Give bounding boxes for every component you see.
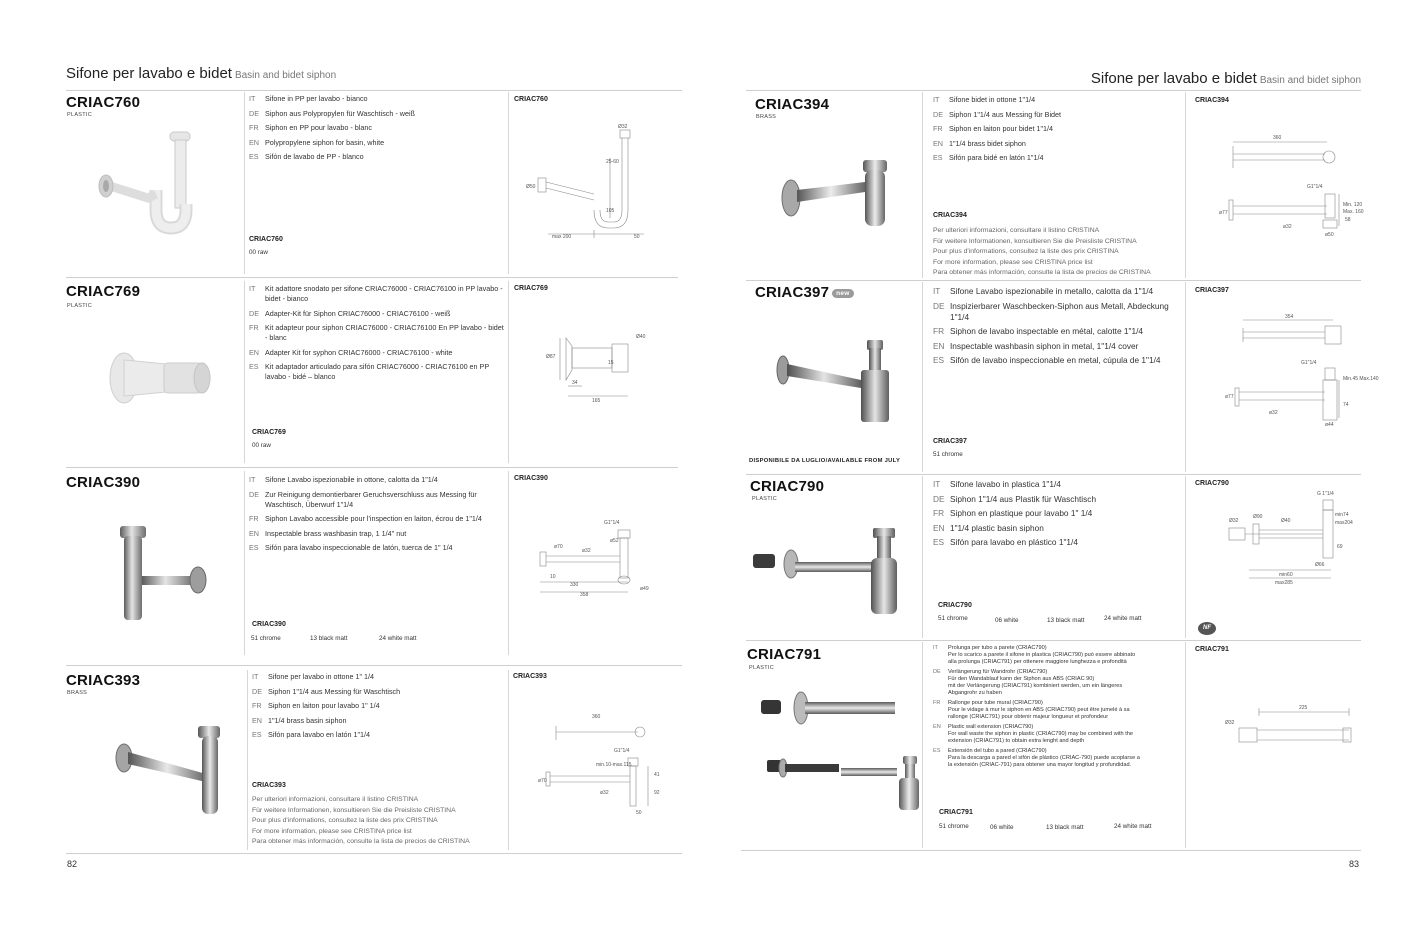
price-list-info: Per ulteriori informazioni, consultare il listino CRISTINA Für weitere Informationen, konsultieren Sie die Preisliste CRISTINA Pour plus d'informations, consultez la liste des prix CRISTINA For more information, please see CRISTINA price list Para obtener más información, consulte la lista de precios de CRISTINA [252,796,470,846]
drawing-code: CRIAC397 [1195,287,1229,294]
product-code: CRIAC390 [66,474,141,491]
desc-row: ES Sifón de lavabo inspeccionable en metal, cúpula de 1"1/4 [933,355,1161,366]
desc-row: DE Zur Reinigung demontierbarer Geruchsverschluss aus Messing für Waschtisch, Überwurf 1"1/4 [249,489,477,509]
svg-text:ø77: ø77 [1225,394,1234,400]
svg-text:ø52: ø52 [610,538,619,544]
desc-row: ES Kit adaptador articulado para sifón CRIAC76000 - CRIAC76100 en PP lavabo - bidé – blanco [249,362,490,381]
svg-text:41: 41 [654,772,660,778]
desc-row: EN Adapter Kit for syphon CRIAC76000 - CRIAC76100 - white [249,347,453,357]
svg-text:Ø40: Ø40 [1281,518,1291,524]
technical-drawing [1219,128,1373,238]
divider [244,281,245,463]
svg-text:Ø87: Ø87 [546,354,556,360]
header-title: Sifone per lavabo e bidet [66,65,232,82]
finish-option: 51 chrome [251,635,281,642]
product-description [933,286,1181,370]
divider [746,280,1361,281]
desc-row: DE Verlängerung für Wandrohr (CRIAC790) Für den Wandablauf kann der Siphon aus ABS (CRIAC 90) mit der Verlängerung (CRIAC791) kombiniert werden, um ein längeres Abgangrohr zu haben [933,669,1123,696]
divider [922,476,923,638]
svg-text:min74: min74 [1335,512,1349,518]
product-code: CRIAC393 [66,672,141,689]
desc-row: EN Plastic wall extension (CRIAC790) For wall waste the siphon in plastic (CRIAC790) may be combined with the extension (CRIAC791) to obtain extra lenght and depth [933,724,1133,744]
desc-row: DE Siphon 1"1/4 aus Plastik für Waschtisch [933,493,1097,504]
desc-row: DE Adapter-Kit für Siphon CRIAC76000 - CRIAC76100 - weiß [249,308,451,318]
svg-text:max285: max285 [1275,580,1293,586]
desc-row: ES Sifón para lavabo inspeccionable de latón, tuerca de 1" 1/4 [249,543,453,552]
technical-drawing [1219,700,1369,750]
desc-row: IT Sifone lavabo in plastica 1"1/4 [933,479,1061,489]
desc-row: DE Siphon 1"1/4 aus Messing für Waschtisch [252,686,401,696]
svg-text:ø32: ø32 [1269,410,1278,416]
divider [508,92,509,274]
finish-option: 51 chrome [939,823,969,830]
svg-text:69: 69 [1337,544,1343,550]
product-description [249,475,504,558]
product-material: PLASTIC [67,112,93,118]
finish-option: 13 black matt [310,635,348,642]
page-number: 83 [1349,859,1360,869]
drawing-code: CRIAC394 [1195,97,1229,104]
brass-siphon-image [110,722,234,818]
plastic-siphon-image [751,526,901,618]
divider [746,640,1361,641]
nf-certification-icon: NF [1198,622,1216,635]
svg-text:max 200: max 200 [552,234,572,240]
divider [66,665,682,666]
finish-option: 06 white [990,824,1014,831]
finish-code: CRIAC397 [933,438,967,445]
product-material: PLASTIC [67,303,93,309]
technical-drawing [536,516,656,600]
technical-drawing [1225,310,1379,428]
header-title: Sifone per lavabo e bidet [1090,70,1257,87]
divider [247,670,248,850]
desc-row: FR Siphon en laiton pour bidet 1"1/4 [933,124,1054,133]
drawing-code: CRIAC393 [513,673,547,680]
desc-row: IT Prolunga per tubo a parete (CRIAC790) Per lo scarico a parete il sifone in plastica (CRIAC790) può essere abbinato alla prolunga (CRIAC791) per ottenere maggiore lunghezza e profondità [933,645,1136,665]
svg-text:G1"1/4: G1"1/4 [614,748,630,754]
desc-row: FR Siphon en plastique pour lavabo 1" 1/4 [933,508,1093,519]
desc-row: DE Siphon aus Polypropylen für Waschtisch - weiß [249,108,415,118]
svg-text:Ø50: Ø50 [526,184,536,190]
bidet-siphon-image [777,156,897,232]
svg-text:G 1"1/4: G 1"1/4 [1317,491,1334,497]
desc-row: EN 1"1/4 plastic basin siphon [933,522,1044,533]
product-code: CRIAC397 new [755,284,854,301]
technical-drawing [536,710,666,818]
svg-text:min.10-max.115: min.10-max.115 [596,762,632,768]
new-badge: new [832,289,854,298]
divider [66,853,682,854]
divider [1185,282,1186,472]
svg-text:Ø32: Ø32 [1229,518,1239,524]
divider [922,282,923,472]
finish-code: CRIAC790 [938,602,972,609]
finish-option: 24 white matt [379,635,417,642]
finish-option: 00 raw [249,249,268,256]
page-right [713,0,1427,933]
svg-text:Ø40: Ø40 [636,334,646,340]
product-code: CRIAC790 [750,478,825,495]
adapter-kit-image [104,346,216,410]
svg-text:10: 10 [550,574,556,580]
svg-text:G1"1/4: G1"1/4 [1307,184,1323,190]
desc-row: EN Polypropylene siphon for basin, white [249,137,385,147]
header-subtitle: Basin and bidet siphon [1259,75,1361,86]
desc-row: IT Sifone bidet in ottone 1"1/4 [933,95,1036,104]
finish-option: 51 chrome [933,451,963,458]
svg-text:ø70: ø70 [554,544,563,550]
svg-text:92: 92 [654,790,660,796]
availability-note: DISPONIBILE DA LUGLIO/AVAILABLE FROM JULY [749,458,901,464]
divider [244,471,245,655]
product-description [933,95,1183,168]
product-code: CRIAC760 [66,94,141,111]
product-description [249,94,504,167]
price-list-info: Per ulteriori informazioni, consultare il listino CRISTINA Für weitere Informationen, konsultieren Sie die Preisliste CRISTINA Pour plus d'informations, consultez la liste des prix CRISTINA For more information, please see CRISTINA price list Para obtener más información, consulte la lista de precios de CRISTINA [933,227,1151,277]
finish-code: CRIAC393 [252,782,286,789]
desc-row: IT Sifone in PP per lavabo - bianco [249,94,368,103]
svg-text:G1"1/4: G1"1/4 [1301,360,1317,366]
product-description [249,284,504,387]
finish-option: 51 chrome [938,615,968,622]
svg-text:165: 165 [592,398,601,404]
page-header [66,65,336,82]
desc-row: EN Inspectable brass washbasin trap, 1 1/4" nut [249,528,407,538]
drawing-code: CRIAC760 [514,96,548,103]
svg-text:Ø32: Ø32 [1225,720,1235,726]
svg-text:G1"1/4: G1"1/4 [604,520,620,526]
finish-code: CRIAC390 [252,621,286,628]
divider [746,90,1361,91]
divider [66,277,678,278]
divider [741,850,1361,851]
desc-row: IT Sifone Lavabo ispezionabile in metallo, calotta da 1"1/4 [933,286,1154,296]
finish-code: CRIAC760 [249,236,283,243]
svg-text:50: 50 [634,234,640,240]
header-subtitle: Basin and bidet siphon [234,70,337,81]
brass-trap-image [112,520,212,625]
svg-text:Max. 160: Max. 160 [1343,209,1364,215]
page-header [1091,70,1361,87]
svg-text:74: 74 [1343,402,1349,408]
svg-text:15: 15 [608,360,614,366]
divider [922,92,923,278]
divider [746,474,1361,475]
product-code: CRIAC394 [755,96,830,113]
svg-text:105: 105 [606,208,615,214]
page-number: 82 [67,859,78,869]
divider [1185,476,1186,638]
desc-row: FR Rallonge pour tube mural (CRIAC790) Pour le vidage à mur le siphon en ABS (CRIAC790) peut être jumelé à sa rallonge (CRIAC791) pour obtenir majeur longueur et profondeur [933,700,1130,720]
drawing-code: CRIAC791 [1195,646,1229,653]
svg-text:ø32: ø32 [1283,224,1292,230]
svg-text:354: 354 [1285,314,1294,320]
desc-row: EN Inspectable washbasin siphon in metal, 1"1/4 cover [933,340,1139,351]
desc-row: DE Inspizierbarer Waschbecken-Siphon aus Metall, Abdeckung 1"1/4 [933,300,1169,322]
drawing-code: CRIAC390 [514,475,548,482]
svg-text:ø44: ø44 [1325,422,1334,428]
finish-code: CRIAC769 [252,429,286,436]
svg-text:50: 50 [636,810,642,816]
product-material: PLASTIC [752,496,778,502]
svg-text:Min. 120: Min. 120 [1343,202,1363,208]
svg-text:360: 360 [1273,135,1282,141]
divider [1185,92,1186,278]
product-material: PLASTIC [749,665,775,671]
drawing-code: CRIAC769 [514,285,548,292]
desc-row: DE Siphon 1"1/4 aus Messing für Bidet [933,109,1062,119]
page-left [0,0,713,933]
desc-row: ES Sifón para lavabo en plástico 1"1/4 [933,537,1078,548]
svg-text:25-60: 25-60 [606,159,619,165]
product-description [933,479,1183,552]
svg-text:358: 358 [580,592,589,598]
divider [244,92,245,274]
desc-row: ES Sifón de lavabo de PP - blanco [249,152,364,161]
product-code: CRIAC769 [66,283,141,300]
desc-row: ES Extensión del tubo a pared (CRIAC790) Para la descarga a pared el sifón de plástico (CRIAC-790) puede acoplarse a la extensión (CRIAC-791) para obtener una mayor longitud y profundidad. [933,748,1140,768]
svg-text:225: 225 [1299,705,1308,711]
svg-text:360: 360 [592,714,601,720]
desc-row: IT Sifone per lavabo in ottone 1" 1/4 [252,672,375,681]
svg-text:34: 34 [572,380,578,386]
svg-text:ø77: ø77 [1219,210,1228,216]
finish-option: 24 white matt [1114,823,1152,830]
desc-row: FR Kit adapteur pour siphon CRIAC76000 - CRIAC76100 En PP lavabo - bidet - blanc [249,323,504,342]
product-material: BRASS [67,690,88,696]
svg-text:ø50: ø50 [1325,232,1334,238]
wall-extension-image [753,684,923,812]
siphon-white-pp-image [92,128,202,233]
divider [66,90,682,91]
desc-row: EN 1"1/4 brass bidet siphon [933,138,1026,148]
svg-text:ø70: ø70 [538,778,547,784]
product-description [933,645,1185,772]
product-code: CRIAC791 [747,646,822,663]
svg-text:58: 58 [1345,217,1351,223]
desc-row: FR Siphon en laiton pour lavabo 1" 1/4 [252,701,380,710]
divider [508,281,509,463]
desc-row: IT Sifone Lavabo ispezionabile in ottone, calotta da 1"1/4 [249,475,438,484]
finish-code: CRIAC791 [939,809,973,816]
svg-text:330: 330 [570,582,579,588]
desc-row: IT Kit adattore snodato per sifone CRIAC76000 - CRIAC76100 in PP lavabo - bidet - bianco [249,284,503,303]
desc-row: FR Siphon Lavabo accessible pour l'inspection en laiton, écrou de 1"1/4 [249,514,482,523]
svg-text:Ø32: Ø32 [618,124,628,130]
divider [508,670,509,850]
svg-text:Min.45 Max.140: Min.45 Max.140 [1343,376,1379,382]
metal-siphon-image [773,336,903,424]
technical-drawing [524,118,674,240]
finish-option: 13 black matt [1046,824,1084,831]
desc-row: FR Siphon en PP pour lavabo - blanc [249,123,372,132]
drawing-code: CRIAC790 [1195,480,1229,487]
divider [508,471,509,655]
svg-text:ø32: ø32 [582,548,591,554]
svg-text:min60: min60 [1279,572,1293,578]
finish-option: 24 white matt [1104,615,1142,622]
svg-text:Ø90: Ø90 [1253,514,1263,520]
desc-row: ES Sifón para bidé en latón 1"1/4 [933,153,1044,162]
svg-text:ø49: ø49 [640,586,649,592]
divider [66,467,678,468]
desc-row: ES Sifón para lavabo en latón 1"1/4 [252,730,371,739]
technical-drawing [1219,488,1369,588]
finish-code: CRIAC394 [933,212,967,219]
product-material: BRASS [756,114,777,120]
svg-text:max204: max204 [1335,520,1353,526]
product-description [252,672,504,745]
finish-option: 06 white [995,617,1019,624]
svg-text:Ø66: Ø66 [1315,562,1325,568]
desc-row: EN 1"1/4 brass basin siphon [252,715,347,725]
svg-text:ø32: ø32 [600,790,609,796]
finish-option: 13 black matt [1047,617,1085,624]
finish-option: 00 raw [252,442,271,449]
desc-row: FR Siphon de lavabo inspectable en métal, calotte 1"1/4 [933,326,1143,337]
divider [1185,642,1186,848]
technical-drawing [540,324,660,408]
